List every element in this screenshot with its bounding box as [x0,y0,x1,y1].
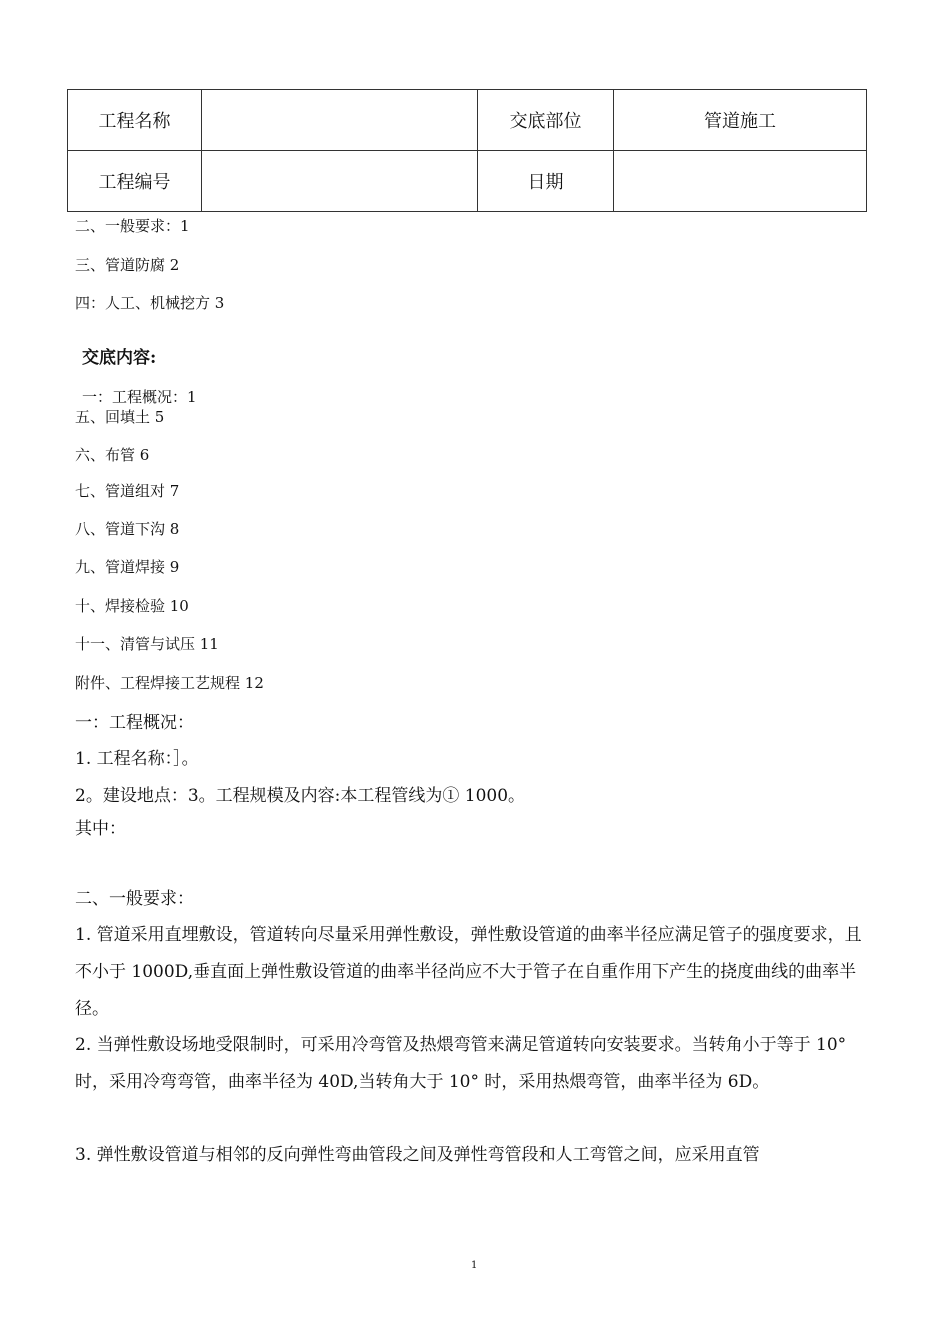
section-2-paragraph: 3. 弹性敷设管道与相邻的反向弹性弯曲管段之间及弹性弯管段和人工弯管之间，应采用直管 [75,1145,760,1165]
toc-item: 三、管道防腐 2 [75,256,180,274]
project-number-label: 工程编号 [68,151,202,212]
section-2-paragraph: 2. 当弹性敷设场地受限制时，可采用冷弯管及热煨弯管来满足管道转向安装要求。当转角小于等于 10° 时，采用冷弯弯管，曲率半径为 40D,当转角大于 10° 时，采用热煨弯管，曲率半径为 6D。 [75,1035,847,1092]
header-table [67,89,867,212]
toc-item: 七、管道组对 7 [75,482,180,500]
toc-item: 十、焊接检验 10 [75,597,189,615]
date-value [614,151,867,212]
handover-part-value: 管道施工 [614,90,867,151]
section-2-paragraph: 1. 管道采用直埋敷设，管道转向尽量采用弹性敷设，弹性敷设管道的曲率半径应满足管子的强度要求，且不小于 1000D,垂直面上弹性敷设管道的曲率半径尚应不大于管子在自重作用下产生的挠度曲线的曲率半径。 [75,925,862,1019]
table-row [68,151,867,212]
content-heading: 交底内容: [82,348,157,368]
section-1-title: 一：工程概况： [75,713,194,733]
toc-item: 八、管道下沟 8 [75,520,180,538]
toc-item: 六、布管 6 [75,446,150,464]
toc-item: 十一、清管与试压 11 [75,635,219,653]
project-name-value [202,90,478,151]
section-1-line: 2。建设地点：3。工程规模及内容:本工程管线为① 1000。 [75,786,526,806]
handover-part-label: 交底部位 [478,90,614,151]
toc-item: 一：工程概况：1 [82,388,197,406]
toc-item: 二、一般要求：1 [75,217,190,235]
project-name-label: 工程名称 [68,90,202,151]
toc-item: 五、回填土 5 [75,408,165,426]
table-row [68,90,867,151]
section-1-line: 1. 工程名称：］。 [75,749,199,769]
section-1-line: 其中： [75,819,126,839]
toc-item: 九、管道焊接 9 [75,558,180,576]
toc-item: 附件、工程焊接工艺规程 12 [75,674,264,692]
date-label: 日期 [478,151,614,212]
page-number: 1 [471,1260,478,1271]
section-2-title: 二、一般要求： [75,889,194,909]
toc-item: 四：人工、机械挖方 3 [75,294,225,312]
project-number-value [202,151,478,212]
